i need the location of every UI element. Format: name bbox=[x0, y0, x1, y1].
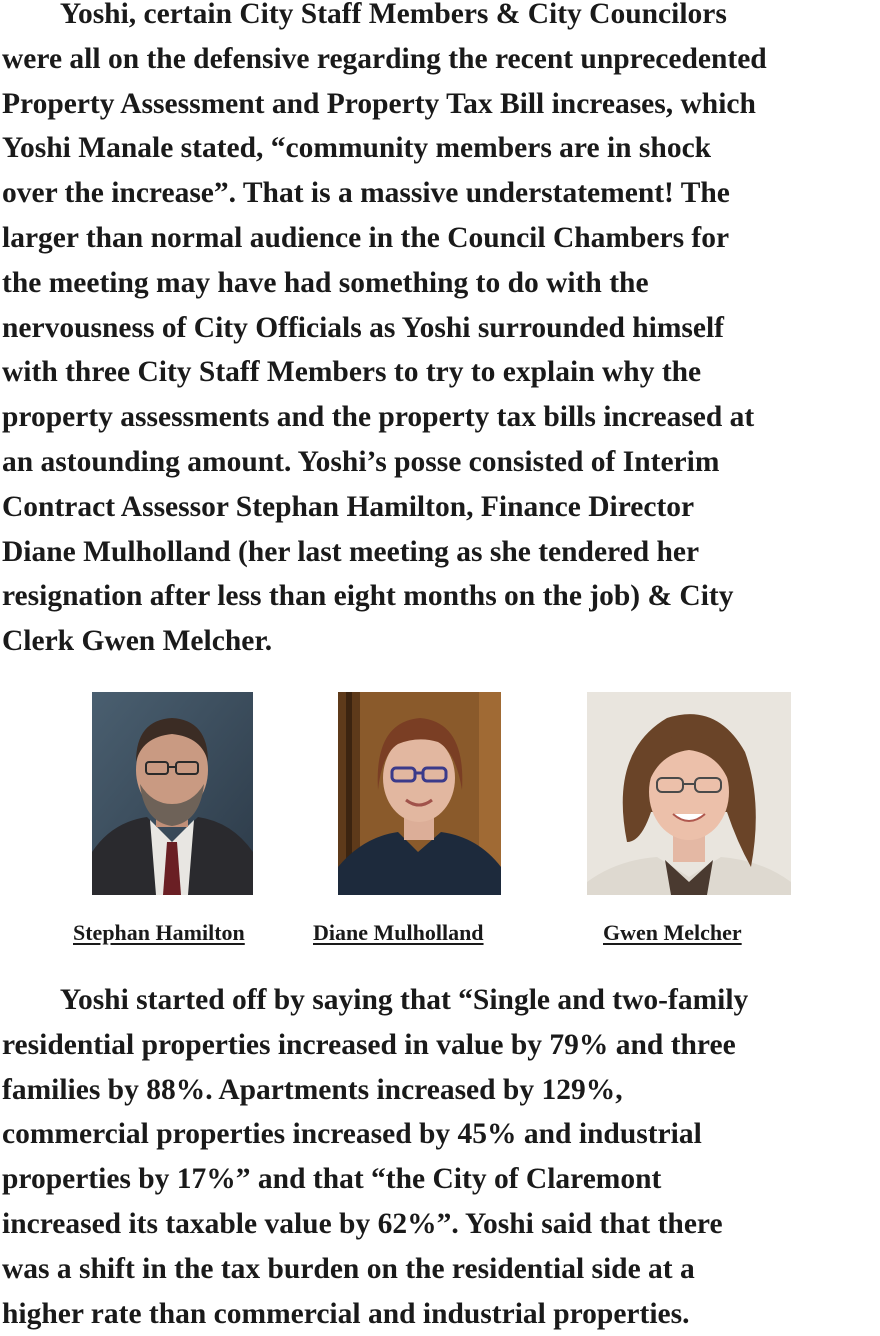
paragraph-line: nervousness of City Officials as Yoshi surrounded himself bbox=[2, 311, 725, 344]
article-paragraph-intro bbox=[2, 0, 880, 664]
paragraph-line: residential properties increased in value by 79% and three bbox=[2, 1028, 736, 1061]
paragraph-line: Clerk Gwen Melcher. bbox=[2, 625, 273, 658]
paragraph-line: property assessments and the property tax bills increased at bbox=[2, 401, 755, 434]
paragraph-line: Yoshi started off by saying that “Single and two-family bbox=[2, 984, 749, 1016]
paragraph-line: higher rate than commercial and industrial properties. bbox=[2, 1297, 690, 1330]
portrait-photo-stephan-hamilton bbox=[92, 692, 253, 895]
paragraph-line: was a shift in the tax burden on the residential side at a bbox=[2, 1252, 695, 1285]
portrait-image bbox=[338, 692, 501, 895]
paragraph-line: an astounding amount. Yoshi’s posse consisted of Interim bbox=[2, 445, 720, 478]
paragraph-line: Contract Assessor Stephan Hamilton, Finance Director bbox=[2, 490, 695, 523]
portrait-image bbox=[92, 692, 253, 895]
portrait-photo-gwen-melcher bbox=[587, 692, 791, 895]
paragraph-line: Yoshi, certain City Staff Members & City Councilors bbox=[2, 0, 727, 30]
article-paragraph-percentages bbox=[2, 978, 880, 1336]
paragraph-line: over the increase”. That is a massive understatement! The bbox=[2, 177, 730, 210]
paragraph-line: Diane Mulholland (her last meeting as she tendered her bbox=[2, 535, 700, 568]
photo-caption: Gwen Melcher bbox=[603, 920, 742, 945]
paragraph-line: commercial properties increased by 45% and industrial bbox=[2, 1118, 702, 1151]
portrait-photo-diane-mulholland bbox=[338, 692, 501, 895]
paragraph-line: were all on the defensive regarding the recent unprecedented bbox=[2, 42, 767, 75]
paragraph-line: families by 88%. Apartments increased by 129%, bbox=[2, 1073, 623, 1106]
photo-caption: Stephan Hamilton bbox=[73, 920, 245, 945]
paragraph-line: increased its taxable value by 62%”. Yoshi said that there bbox=[2, 1207, 723, 1240]
photo-caption: Diane Mulholland bbox=[313, 920, 484, 945]
paragraph-line: larger than normal audience in the Council Chambers for bbox=[2, 221, 730, 254]
paragraph-line: Property Assessment and Property Tax Bill increases, which bbox=[2, 87, 756, 120]
paragraph-line: the meeting may have had something to do with the bbox=[2, 266, 649, 299]
paragraph-line: Yoshi Manale stated, “community members are in shock bbox=[2, 132, 712, 165]
paragraph-line: resignation after less than eight months on the job) & City bbox=[2, 580, 734, 613]
paragraph-line: properties by 17%” and that “the City of Claremont bbox=[2, 1163, 662, 1196]
paragraph-line: with three City Staff Members to try to explain why the bbox=[2, 356, 702, 389]
portrait-image bbox=[587, 692, 791, 895]
